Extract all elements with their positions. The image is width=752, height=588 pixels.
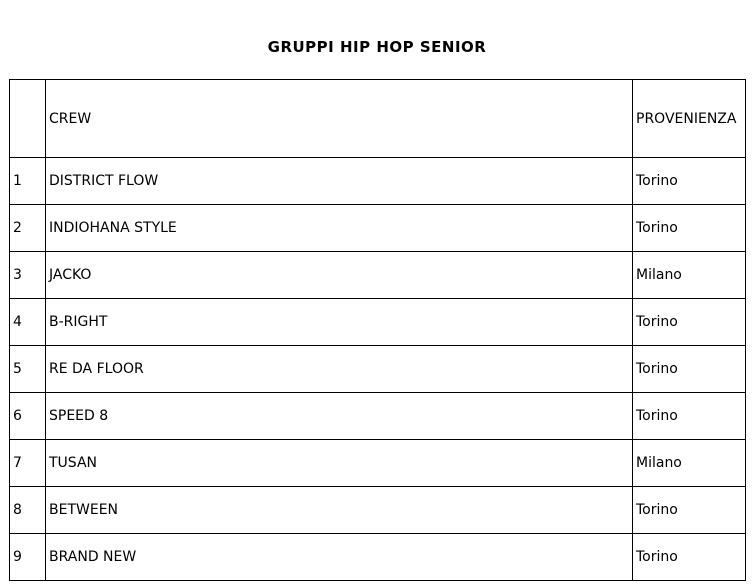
- row-number: 1: [10, 158, 46, 205]
- table-row: [10, 158, 746, 205]
- page-title: GRUPPI HIP HOP SENIOR: [267, 38, 487, 56]
- row-crew: INDIOHANA STYLE: [46, 205, 633, 252]
- row-crew: BRAND NEW: [46, 534, 633, 581]
- row-number: 9: [10, 534, 46, 581]
- row-provenienza: Torino: [633, 158, 746, 205]
- row-provenienza: Torino: [633, 534, 746, 581]
- row-number: 8: [10, 487, 46, 534]
- row-number: 5: [10, 346, 46, 393]
- table-row: [10, 393, 746, 440]
- row-number: 7: [10, 440, 46, 487]
- row-crew: TUSAN: [46, 440, 633, 487]
- row-crew: JACKO: [46, 252, 633, 299]
- crew-table: [9, 79, 746, 581]
- row-provenienza: Torino: [633, 299, 746, 346]
- row-number: 3: [10, 252, 46, 299]
- row-crew: SPEED 8: [46, 393, 633, 440]
- table-row: [10, 487, 746, 534]
- table-row: [10, 346, 746, 393]
- row-number: 2: [10, 205, 46, 252]
- row-provenienza: Milano: [633, 440, 746, 487]
- table-row: [10, 299, 746, 346]
- table-header-row: [10, 80, 746, 158]
- row-crew: B-RIGHT: [46, 299, 633, 346]
- row-provenienza: Torino: [633, 487, 746, 534]
- header-provenienza: PROVENIENZA: [633, 80, 746, 158]
- table-row: [10, 534, 746, 581]
- row-crew: RE DA FLOOR: [46, 346, 633, 393]
- row-number: 6: [10, 393, 46, 440]
- table-row: [10, 252, 746, 299]
- row-crew: BETWEEN: [46, 487, 633, 534]
- row-crew: DISTRICT FLOW: [46, 158, 633, 205]
- table-row: [10, 440, 746, 487]
- table-row: [10, 205, 746, 252]
- row-provenienza: Torino: [633, 346, 746, 393]
- row-number: 4: [10, 299, 46, 346]
- row-provenienza: Torino: [633, 205, 746, 252]
- row-provenienza: Torino: [633, 393, 746, 440]
- header-crew: CREW: [46, 80, 633, 158]
- header-number: [10, 80, 46, 158]
- row-provenienza: Milano: [633, 252, 746, 299]
